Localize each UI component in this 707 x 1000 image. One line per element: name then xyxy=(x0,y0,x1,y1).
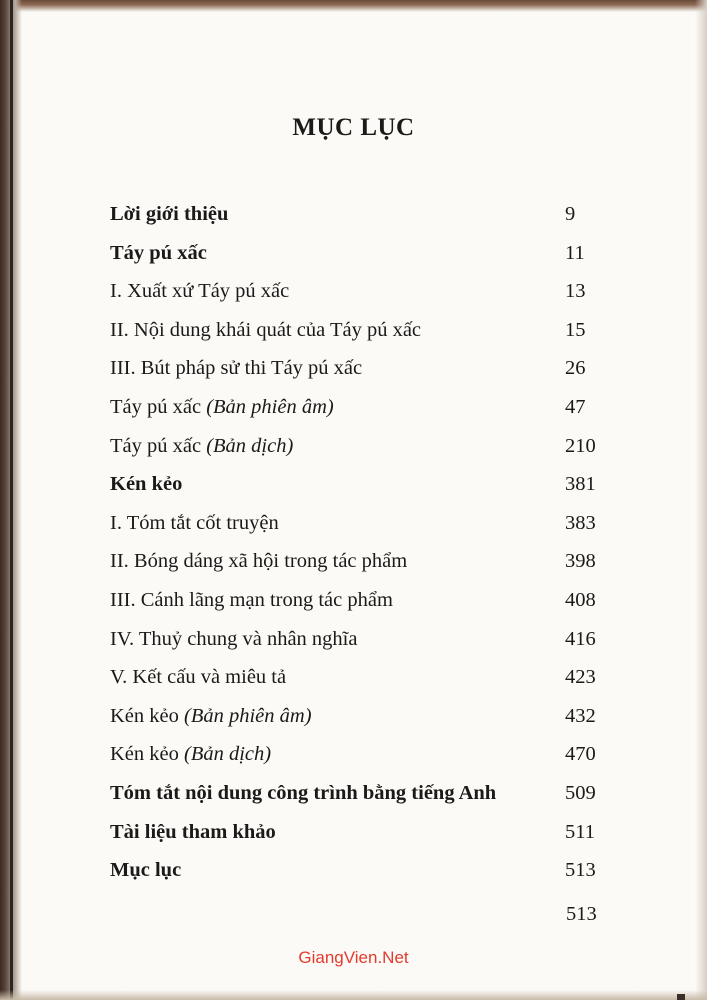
toc-entry xyxy=(110,349,600,388)
toc-entry-label xyxy=(110,465,182,504)
toc-entry-page: 9 xyxy=(565,203,576,225)
toc-entry xyxy=(110,388,600,427)
toc-entry-title: II. Bóng dáng xã hội trong tác phẩm xyxy=(110,550,408,573)
toc-entry-label xyxy=(110,388,334,427)
toc-entry xyxy=(110,658,600,697)
scan-edge-bottom xyxy=(0,990,707,1000)
toc-entry-label xyxy=(110,504,279,543)
toc-entry xyxy=(110,542,600,581)
toc-entry-page: 47 xyxy=(565,395,586,418)
toc-entry-label xyxy=(110,697,312,736)
toc-entry-label xyxy=(110,774,496,813)
toc-entry-title: Mục lục xyxy=(110,859,182,882)
toc-entry-page: 509 xyxy=(565,781,596,804)
toc-entry-page: 423 xyxy=(565,666,596,689)
toc-entry-label xyxy=(110,311,421,350)
page-number: 513 xyxy=(566,903,597,925)
toc-entry-label xyxy=(110,272,289,311)
toc-entry-title: Kén kẻo xyxy=(110,473,183,496)
toc-entry xyxy=(110,272,600,311)
toc-entry-title: I. Tóm tắt cốt truyện xyxy=(110,511,279,534)
toc-entry-title: Táy pú xấc xyxy=(110,241,207,264)
toc-entry-page: 432 xyxy=(565,704,596,727)
toc-entry-label xyxy=(110,234,207,273)
toc-entry-label xyxy=(110,195,228,234)
toc-entry-label xyxy=(110,658,286,697)
toc-entry-title: IV. Thuỷ chung và nhân nghĩa xyxy=(110,627,358,650)
toc-entry-page: 13 xyxy=(565,280,586,303)
toc-entry-page: 11 xyxy=(565,241,585,264)
toc-entry-subtitle: (Bản phiên âm) xyxy=(184,704,312,727)
toc-entry-page: 470 xyxy=(565,743,596,766)
toc-entry-page: 398 xyxy=(565,550,596,573)
toc-entry-page: 26 xyxy=(565,357,586,380)
toc-entry-page: 511 xyxy=(565,820,595,843)
table-of-contents xyxy=(110,195,600,890)
toc-entry-subtitle: (Bản dịch) xyxy=(184,743,272,766)
toc-entry-title: V. Kết cấu và miêu tả xyxy=(110,666,287,689)
toc-entry-title: Tài liệu tham khảo xyxy=(110,820,276,843)
toc-entry xyxy=(110,311,600,350)
scan-edge-right xyxy=(695,0,707,1000)
toc-entry xyxy=(110,620,600,659)
toc-entry xyxy=(110,427,600,466)
toc-entry-title: II. Nội dung khái quát của Táy pú xấc xyxy=(110,318,422,341)
toc-entry xyxy=(110,851,600,890)
watermark-text: GiangVien.Net xyxy=(298,948,409,967)
toc-entry xyxy=(110,234,600,273)
toc-entry-label xyxy=(110,735,271,774)
toc-entry-page: 210 xyxy=(565,434,596,457)
toc-entry xyxy=(110,735,600,774)
toc-entry-title: III. Bút pháp sử thi Táy pú xấc xyxy=(110,357,363,380)
toc-entry-title: Tóm tắt nội dung công trình bằng tiếng Anh xyxy=(110,781,497,804)
toc-entry-page: 408 xyxy=(565,588,596,611)
toc-entry-page: 513 xyxy=(565,859,596,882)
toc-entry-label xyxy=(110,542,407,581)
toc-entry xyxy=(110,774,600,813)
toc-entry-label xyxy=(110,349,362,388)
toc-entry-title: Kén kẻo xyxy=(110,704,185,727)
toc-entry xyxy=(110,504,600,543)
toc-entry-page: 416 xyxy=(565,627,596,650)
toc-entry-title: Kén kẻo xyxy=(110,743,185,766)
page-title: MỤC LỤC xyxy=(292,114,415,141)
toc-entry xyxy=(110,697,600,736)
toc-entry-title: Táy pú xấc xyxy=(110,395,207,418)
corner-mark xyxy=(677,994,685,1000)
toc-entry-label xyxy=(110,813,276,852)
toc-entry-page: 15 xyxy=(565,318,586,341)
toc-entry-label xyxy=(110,620,357,659)
toc-entry xyxy=(110,581,600,620)
binding-line xyxy=(10,0,13,1000)
toc-entry-page: 383 xyxy=(565,511,596,534)
toc-entry-subtitle: (Bản dịch) xyxy=(206,434,294,457)
toc-entry xyxy=(110,195,600,234)
toc-entry-label xyxy=(110,427,293,466)
toc-entry-label xyxy=(110,851,181,890)
toc-entry-title: III. Cánh lãng mạn trong tác phẩm xyxy=(110,588,393,611)
toc-entry-label xyxy=(110,581,393,620)
toc-entry xyxy=(110,465,600,504)
toc-entry-title: Táy pú xấc xyxy=(110,434,207,457)
toc-entry-subtitle: (Bản phiên âm) xyxy=(206,395,334,418)
toc-entry xyxy=(110,813,600,852)
toc-entry-page: 381 xyxy=(565,473,596,496)
toc-entry-title: I. Xuất xứ Táy pú xấc xyxy=(110,280,290,303)
toc-entry-title: Lời giới thiệu xyxy=(110,203,229,225)
scan-edge-top xyxy=(0,0,707,12)
